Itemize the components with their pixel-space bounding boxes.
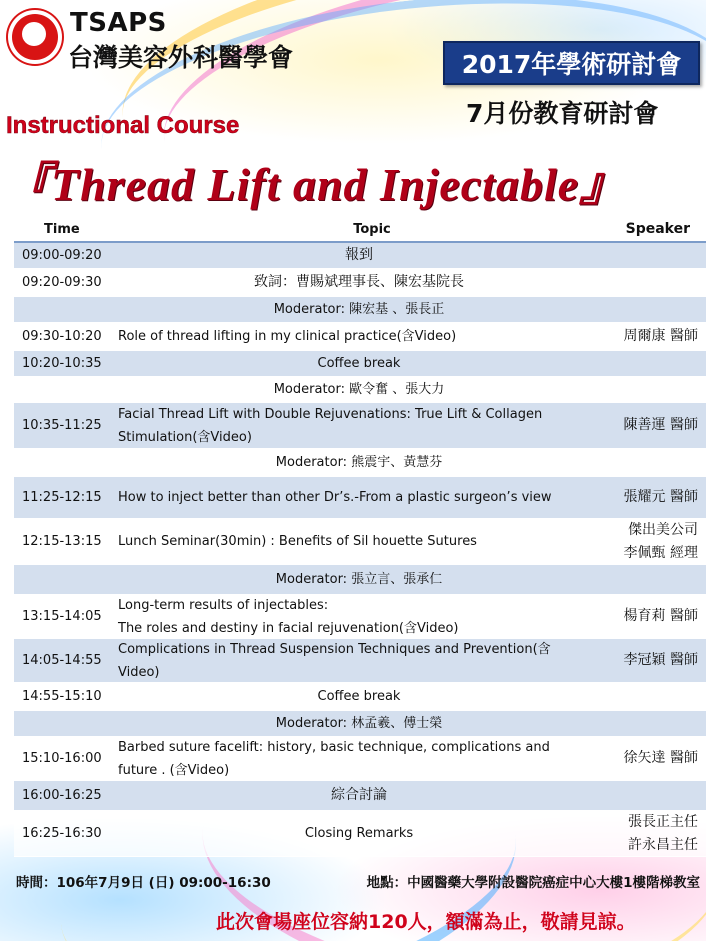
- event-subtitle: 7月份教育研討會: [466, 99, 659, 128]
- row-time: 14:05-14:55: [22, 653, 102, 668]
- row-topic-line: Video): [118, 664, 160, 680]
- row-topic-line: Coffee break: [317, 689, 401, 704]
- table-row: [14, 565, 706, 595]
- row-topic-line: The roles and destiny in facial rejuvenation(含Video): [118, 620, 459, 636]
- event-location: 地點：中國醫藥大學附設醫院癌症中心大樓1樓階梯教室: [366, 875, 700, 891]
- row-time: 12:15-13:15: [22, 534, 102, 549]
- seating-notice: 此次會場座位容納120人，額滿為止，敬請見諒。: [216, 911, 636, 933]
- row-topic-line: 綜合討論: [331, 787, 387, 803]
- table-body: [14, 243, 706, 857]
- row-topic: [114, 822, 604, 845]
- row-topic: [114, 685, 604, 708]
- row-time: 16:25-16:30: [22, 826, 102, 841]
- row-topic: [114, 271, 604, 294]
- row-topic: [114, 638, 604, 684]
- row-speaker: [604, 414, 704, 437]
- row-topic-line: 報到: [345, 247, 373, 263]
- row-topic-line: How to inject better than other Dr’s.-From a plastic surgeon’s view: [118, 490, 552, 505]
- table-row: [14, 737, 706, 781]
- row-speaker: [604, 486, 704, 509]
- row-speaker-line: 許永昌主任: [628, 836, 698, 853]
- row-topic-line: Barbed suture facelift: history, basic technique, complications and: [118, 739, 550, 755]
- row-speaker-line: 徐矢達 醫師: [623, 750, 698, 766]
- row-topic-line: Coffee break: [317, 356, 401, 371]
- row-topic: [114, 244, 604, 267]
- table-row: [14, 683, 706, 711]
- row-topic-line: Role of thread lifting in my clinical practice(含Video): [118, 329, 457, 344]
- row-topic: [114, 325, 604, 348]
- row-topic: [114, 352, 604, 375]
- row-topic-line: 致詞：曹賜斌理事長、陳宏基院長: [254, 274, 464, 290]
- row-speaker-line: 陳善運 醫師: [623, 417, 698, 433]
- row-speaker-line: 周爾康 醫師: [623, 328, 698, 344]
- row-topic: [114, 568, 604, 591]
- row-speaker-line: 張耀元 醫師: [623, 489, 698, 505]
- row-time: 15:10-16:00: [22, 751, 102, 766]
- row-time: 10:35-11:25: [22, 418, 102, 433]
- table-row: [14, 639, 706, 683]
- row-speaker-line: 李佩甄 經理: [623, 544, 698, 561]
- table-header: [14, 217, 706, 243]
- row-topic: [114, 451, 604, 474]
- row-speaker: [604, 747, 704, 770]
- column-header-topic: Topic: [353, 221, 391, 237]
- row-topic-line: Lunch Seminar(30min) : Benefits of Sil houette Sutures: [118, 534, 477, 549]
- row-speaker: [604, 605, 704, 628]
- table-row: [14, 297, 706, 323]
- row-topic-line: Moderator: 陳宏基 、張長正: [273, 302, 445, 317]
- row-topic-line: Long-term results of injectables:: [118, 597, 329, 613]
- row-topic: [114, 403, 604, 449]
- table-row: [14, 403, 706, 449]
- row-topic-line: Closing Remarks: [304, 826, 414, 841]
- schedule-table: [14, 217, 706, 857]
- row-speaker-line: 傑出美公司: [628, 521, 698, 538]
- table-row: [14, 449, 706, 477]
- table-row: [14, 519, 706, 565]
- table-row: [14, 323, 706, 351]
- row-time: 16:00-16:25: [22, 788, 102, 803]
- row-topic-line: Stimulation(含Video): [118, 429, 252, 445]
- row-speaker-line: 楊育莉 醫師: [623, 608, 698, 624]
- tsaps-logo-icon: [8, 10, 62, 64]
- table-row: [14, 811, 706, 857]
- row-topic-line: Complications in Thread Suspension Techniques and Prevention(含: [118, 641, 551, 657]
- row-topic-line: future . (含Video): [118, 762, 230, 778]
- row-speaker: [604, 649, 704, 672]
- row-time: 09:20-09:30: [22, 275, 102, 290]
- org-short-name: TSAPS: [70, 8, 167, 38]
- row-topic-line: Moderator: 張立言、張承仁: [275, 572, 443, 587]
- org-full-name: 台灣美容外科醫學會: [68, 43, 294, 72]
- table-row: [14, 377, 706, 403]
- row-time: 13:15-14:05: [22, 609, 102, 624]
- row-speaker-line: 李冠穎 醫師: [623, 652, 698, 668]
- row-time: 11:25-12:15: [22, 490, 102, 505]
- table-row: [14, 477, 706, 519]
- row-topic: [114, 486, 604, 509]
- table-row: [14, 595, 706, 639]
- table-row: [14, 781, 706, 811]
- table-row: [14, 269, 706, 297]
- column-header-time: Time: [44, 221, 80, 237]
- row-speaker: [604, 519, 704, 565]
- row-speaker: [604, 811, 704, 857]
- row-topic-line: Facial Thread Lift with Double Rejuvenations: True Lift & Collagen: [118, 406, 543, 422]
- row-topic: [114, 712, 604, 735]
- event-title: 2017年學術研討會: [461, 50, 682, 79]
- row-topic: [114, 784, 604, 807]
- course-label: Instructional Course: [6, 112, 240, 139]
- event-details: [16, 871, 700, 891]
- row-time: 14:55-15:10: [22, 689, 102, 704]
- column-header-speaker: Speaker: [625, 220, 690, 237]
- row-topic-line: Moderator: 熊震宇、黃慧芬: [275, 455, 443, 470]
- row-speaker-line: 張長正主任: [628, 813, 698, 830]
- row-time: 10:20-10:35: [22, 356, 102, 371]
- row-topic-line: Moderator: 歐令奮 、張大力: [273, 382, 445, 397]
- row-topic: [114, 298, 604, 321]
- row-topic: [114, 736, 604, 782]
- row-topic: [114, 530, 604, 553]
- row-speaker: [604, 325, 704, 348]
- row-topic: [114, 594, 604, 640]
- row-topic-line: Moderator: 林孟羲、傅士榮: [275, 716, 443, 731]
- table-row: [14, 351, 706, 377]
- row-time: 09:30-10:20: [22, 329, 102, 344]
- event-title-banner: [443, 41, 700, 85]
- event-date-time: 時間：106年7月9日 (日) 09:00-16:30: [16, 875, 271, 891]
- course-title: 『Thread Lift and Injectable』: [4, 159, 627, 210]
- table-row: [14, 243, 706, 269]
- row-topic: [114, 378, 604, 401]
- row-time: 09:00-09:20: [22, 248, 102, 263]
- table-row: [14, 711, 706, 737]
